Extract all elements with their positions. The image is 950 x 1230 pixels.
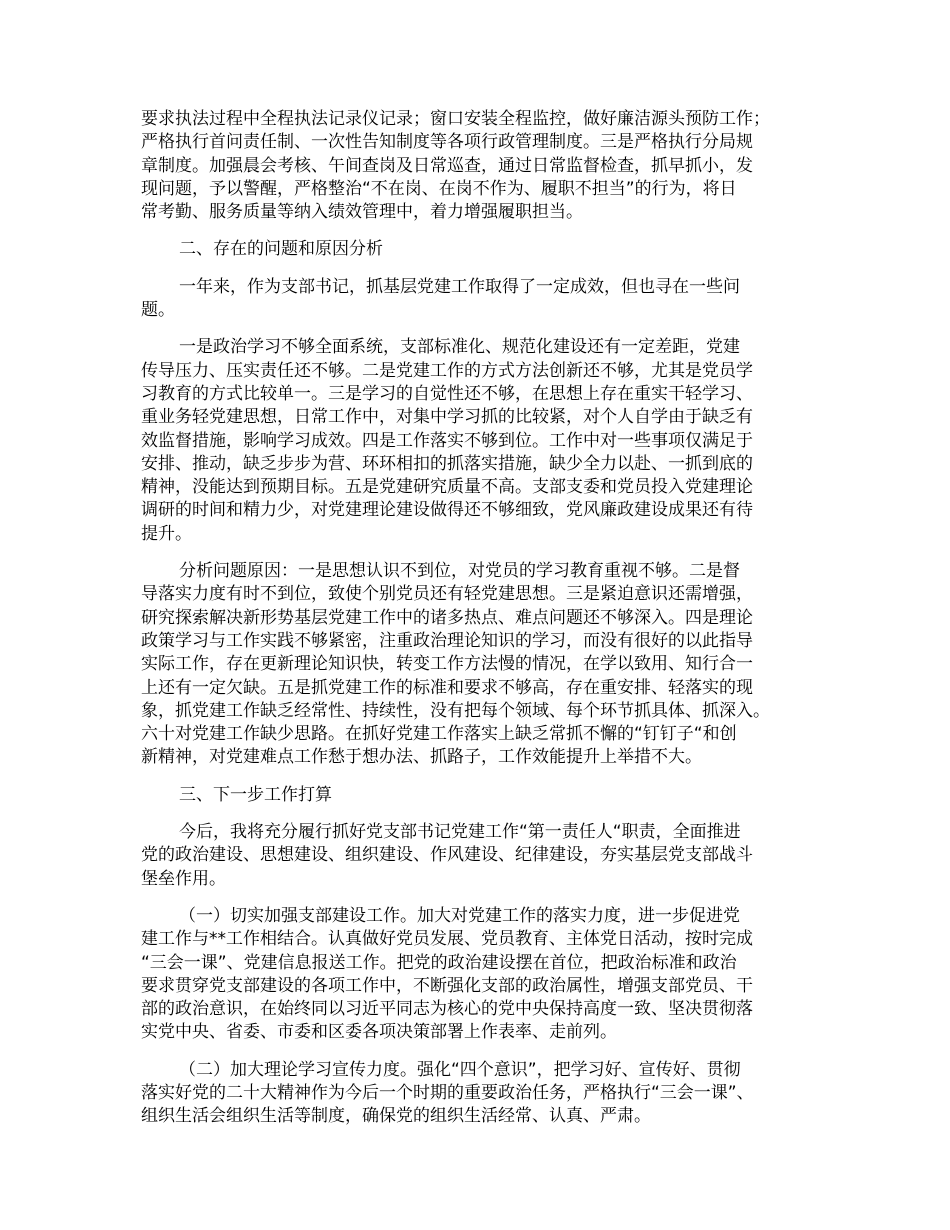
text-line: 一年来，作为支部书记，抓基层党建工作取得了一定成效，但也寻在一些问 [179,276,740,297]
text-line: 落实好党的二十大精神作为今后一个时期的重要政治任务，严格执行“三会一课”、 [141,1082,754,1103]
text-line: 安排、推动，缺乏步步为营、环环相扣的抓落实措施，缺少全力以赴、一抓到底的 [141,453,753,474]
text-line: 效监督措施，影响学习成效。四是工作落实不够到位。工作中对一些事项仅满足于 [141,430,753,451]
text-line: 要求执法过程中全程执法记录仪记录；窗口安装全程监控，做好廉洁源头预防工作； [141,109,770,129]
text-line: 新精神，对党建难点工作愁于想办法、抓路子，工作效能提升上举措不大。 [141,747,702,768]
text-line: 精神，没能达到预期目标。五是党建研究质量不高。支部支委和党员投入党建理论 [141,477,753,498]
text-line: 政策学习与工作实践不够紧密，注重政治理论知识的学习，而没有很好的以此指导 [141,630,753,651]
section-heading-3: 三、下一步工作打算 [179,784,332,805]
text-line: 章制度。加强晨会考核、午间查岗及日常巡查，通过日常监督检查，抓早抓小，发 [141,155,753,176]
text-line: “三会一课”、党建信息报送工作。把党的政治建设摆在首位，把政治标准和政治 [141,952,737,973]
text-line: （二）加大理论学习宣传力度。强化“四个意识”，把学习好、宣传好、贯彻 [179,1059,741,1080]
text-line: 导落实力度有时不到位，致使个别党员还有轻党建思想。三是紧迫意识还需增强， [141,584,753,605]
text-line: 题。 [141,300,175,321]
text-line: 上还有一定欠缺。五是抓党建工作的标准和要求不够高，存在重安排、轻落实的现 [141,677,753,698]
paragraph-7 [141,1059,833,1129]
document-page [141,108,833,1143]
paragraph-2 [141,276,833,323]
paragraph-4 [141,560,833,770]
paragraph-5 [141,821,833,891]
text-line: 象，抓党建工作缺乏经常性、持续性，没有把每个领域、每个环节抓具体、抓深入。 [141,700,770,721]
text-line: 组织生活会组织生活等制度，确保党的组织生活经常、认真、严肃。 [141,1106,651,1127]
text-line: 研究探索解决新形势基层党建工作中的诸多热点、难点问题还不够深入。四是理论 [141,607,753,628]
text-line: 习教育的方式比较单一。三是学习的自觉性还不够，在思想上存在重实干轻学习、 [141,383,753,404]
text-line: 现问题，予以警醒，严格整治“不在岗、在岗不作为、履职不担当”的行为，将日 [141,178,737,199]
text-line: 重业务轻党建思想，日常工作中，对集中学习抓的比较紧，对个人自学由于缺乏有 [141,407,753,428]
text-line: 六十对党建工作缺少思路。在抓好党建工作落实上缺乏常抓不懈的“钉钉子“和创 [141,724,737,745]
text-line: 建工作与**工作相结合。认真做好党员发展、党员教育、主体党日活动，按时完成 [141,929,753,950]
paragraph-3 [141,336,833,546]
paragraph-6 [141,905,833,1045]
text-line: 提升。 [141,523,192,544]
text-line: 堡垒作用。 [141,868,226,889]
section-heading-2: 二、存在的问题和原因分析 [179,239,383,260]
text-line: 今后，我将充分履行抓好党支部书记党建工作“第一责任人“职责，全面推进 [179,822,741,843]
text-line: 严格执行首问责任制、一次性告知制度等各项行政管理制度。三是严格执行分局规 [141,132,753,153]
text-line: 常考勤、服务质量等纳入绩效管理中，着力增强履职担当。 [141,202,583,223]
text-line: 党的政治建设、思想建设、组织建设、作风建设、纪律建设，夯实基层党支部战斗 [141,845,753,866]
text-line: 实党中央、省委、市委和区委各项决策部署上作表率、走前列。 [141,1022,617,1043]
text-line: 实际工作，存在更新理论知识快，转变工作方法慢的情况，在学以致用、知行合一 [141,654,753,675]
text-line: 分析问题原因：一是思想认识不到位，对党员的学习教育重视不够。二是督 [179,561,740,582]
paragraph-1 [141,108,833,224]
text-line: （一）切实加强支部建设工作。加大对党建工作的落实力度，进一步促进党 [179,905,740,926]
text-line: 传导压力、压实责任还不够。二是党建工作的方式方法创新还不够，尤其是党员学 [141,360,753,381]
text-line: 要求贯穿党支部建设的各项工作中，不断强化支部的政治属性，增强支部党员、干 [141,975,753,996]
text-line: 部的政治意识，在始终同以习近平同志为核心的党中央保持高度一致、坚决贯彻落 [141,999,753,1020]
text-line: 调研的时间和精力少，对党建理论建设做得还不够细致，党风廉政建设成果还有待 [141,500,753,521]
text-line: 一是政治学习不够全面系统，支部标准化、规范化建设还有一定差距，党建 [179,337,740,358]
